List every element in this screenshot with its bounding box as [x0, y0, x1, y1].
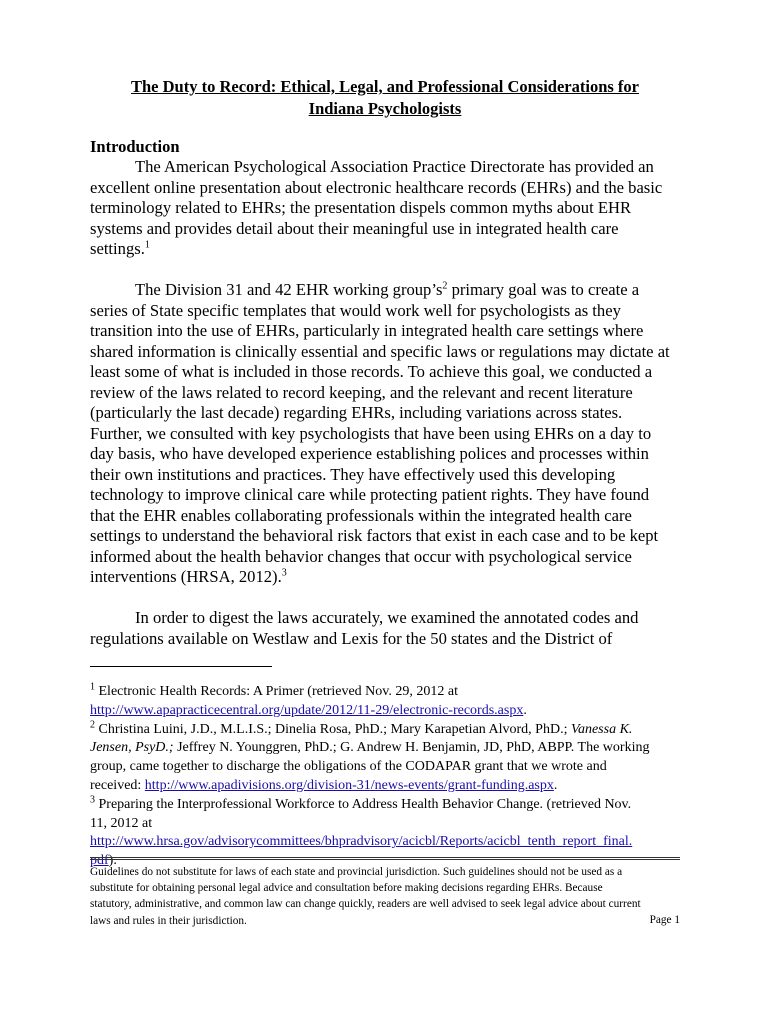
footnote-text: . — [553, 777, 558, 793]
disclaimer-line: Guidelines do not substitute for laws of each state and provincial jurisdiction. Such guidelines should not be used as a — [90, 866, 623, 878]
introduction-heading: Introduction — [90, 137, 180, 156]
paragraph-2-line: day basis, who have developed experience establishing polices and processes within — [90, 444, 649, 463]
footnote-1-line — [90, 702, 682, 721]
paragraph-2-text: primary goal was to create a — [447, 280, 640, 299]
paragraph-1 — [90, 157, 680, 260]
paragraph-3-line: regulations available on Westlaw and Lexis for the 50 states and the District of — [90, 628, 613, 648]
paragraph-1-text: settings. — [90, 239, 145, 258]
footer-disclaimer — [90, 864, 680, 929]
disclaimer-line: substitute for obtaining personal legal advice and consultation before making decisions regarding EHRs. Because — [90, 882, 603, 895]
paragraph-3 — [90, 608, 680, 649]
footnote-text: Electronic Health Records: A Primer (retrieved Nov. 29, 2012 at — [95, 684, 458, 699]
footnote-text-italic: Jensen, PsyD.; — [90, 740, 174, 756]
footnote-2-line — [90, 777, 682, 796]
disclaimer-line: statutory, administrative, and common law can change quickly, readers are well advised to seek legal advice about current — [90, 898, 641, 911]
footnote-ref-2[interactable]: 2 — [442, 280, 448, 292]
footnote-separator — [90, 666, 272, 667]
footnote-text: Christina Luini, J.D., M.L.I.S.; Dinelia Rosa, PhD.; Mary Karapetian Alvord, PhD.; — [95, 721, 571, 737]
paragraph-2-text: The Division 31 and 42 EHR working group’s — [135, 280, 443, 299]
paragraph-2-line: technology to improve clinical care while protecting patient rights. They have found — [90, 485, 650, 504]
paragraph-1-line — [90, 239, 680, 260]
document-title — [90, 76, 680, 120]
paragraph-2-line: Further, we consulted with key psychologists that have been using EHRs on a day to — [90, 423, 652, 443]
title-line-1: The Duty to Record: Ethical, Legal, and Professional Considerations for — [131, 77, 639, 96]
footnote-3-line — [90, 833, 682, 852]
footnote-3-line: 11, 2012 at — [90, 815, 153, 831]
footnote-number: 3 — [90, 794, 95, 806]
paragraph-2 — [90, 280, 680, 588]
footnote-number: 2 — [90, 718, 95, 730]
paragraph-2-line: transition into the use of EHRs, particularly in integrated health care settings where — [90, 321, 644, 340]
footnote-ref-3[interactable]: 3 — [281, 567, 287, 579]
paragraph-2-line — [90, 567, 680, 588]
paragraph-2-line: least some of what is included in those records. To achieve this goal, we conducted a — [90, 362, 653, 381]
footnote-text-italic: Vanessa K. — [570, 721, 633, 737]
footnote-3 — [90, 796, 682, 815]
footnote-ref-1[interactable]: 1 — [144, 239, 150, 251]
paragraph-2-line: their own institutions and practices. They have effectively used this developing — [90, 464, 616, 484]
footer-separator — [90, 857, 680, 860]
title-line-2: Indiana Psychologists — [308, 99, 462, 118]
paragraph-2-line: review of the laws related to record keeping, and the relevant and recent literature — [90, 382, 633, 402]
paragraph-1-line: terminology related to EHRs; the presentation dispels common myths about EHR — [90, 198, 632, 217]
paragraph-2-line — [90, 280, 680, 301]
footnote-text: . — [523, 702, 527, 718]
paragraph-1-line: excellent online presentation about electronic healthcare records (EHRs) and the basic — [90, 177, 663, 197]
footnotes — [90, 683, 682, 871]
footnote-text: received: — [90, 777, 145, 793]
footnote-number: 1 — [90, 681, 95, 693]
footnote-2-line — [90, 739, 682, 758]
paragraph-2-line: that the EHR enables collaborating professionals within the integrated health care — [90, 505, 632, 525]
disclaimer-line: laws and rules in their jurisdiction. — [90, 914, 247, 927]
paragraph-2-line: (particularly the last decade) regarding EHRs, including variations across states. — [90, 403, 623, 422]
paragraph-2-line: series of State specific templates that would work well for psychologists as they — [90, 300, 621, 320]
paragraph-1-line: The American Psychological Association Practice Directorate has provided an — [135, 157, 654, 176]
paragraph-2-line: informed about the health behavior changes that occur with psychological service — [90, 546, 632, 566]
footnote-2-line: group, came together to discharge the obligations of the CODAPAR grant that we wrote and — [90, 759, 607, 775]
footnote-2-link[interactable]: http://www.apadivisions.org/division-31/news-events/grant-funding.aspx — [144, 777, 554, 793]
paragraph-2-text: interventions (HRSA, 2012). — [90, 567, 282, 586]
paragraph-2-line: settings to understand the behavioral risk factors that exist in each case and to be kept — [90, 526, 659, 545]
footnote-1-link[interactable]: http://www.apapracticecentral.org/update/2012/11-29/electronic-records.aspx — [90, 702, 524, 718]
footnote-text: Jeffrey N. Younggren, PhD.; G. Andrew H. Benjamin, JD, PhD, ABPP. The working — [173, 740, 650, 756]
footnote-1 — [90, 683, 682, 702]
paragraph-3-line: In order to digest the laws accurately, we examined the annotated codes and — [135, 608, 639, 627]
paragraph-1-line: systems and provides detail about their meaningful use in integrated health care — [90, 218, 619, 238]
footnote-2 — [90, 718, 682, 740]
paragraph-2-line: shared information is clinically essential and specific laws or regulations may dictate at — [90, 341, 670, 361]
footnote-text: Preparing the Interprofessional Workforce to Address Health Behavior Change. (retrieved Nov. — [95, 796, 632, 812]
footnote-text: ). — [108, 853, 117, 869]
footnote-3-link-continued[interactable]: pdf — [90, 853, 109, 869]
footnote-3-link[interactable]: http://www.hrsa.gov/advisorycommittees/bhpradvisory/acicbl/Reports/acicbl_tenth_report_final. — [90, 834, 633, 850]
page-number: Page 1 — [649, 914, 680, 926]
